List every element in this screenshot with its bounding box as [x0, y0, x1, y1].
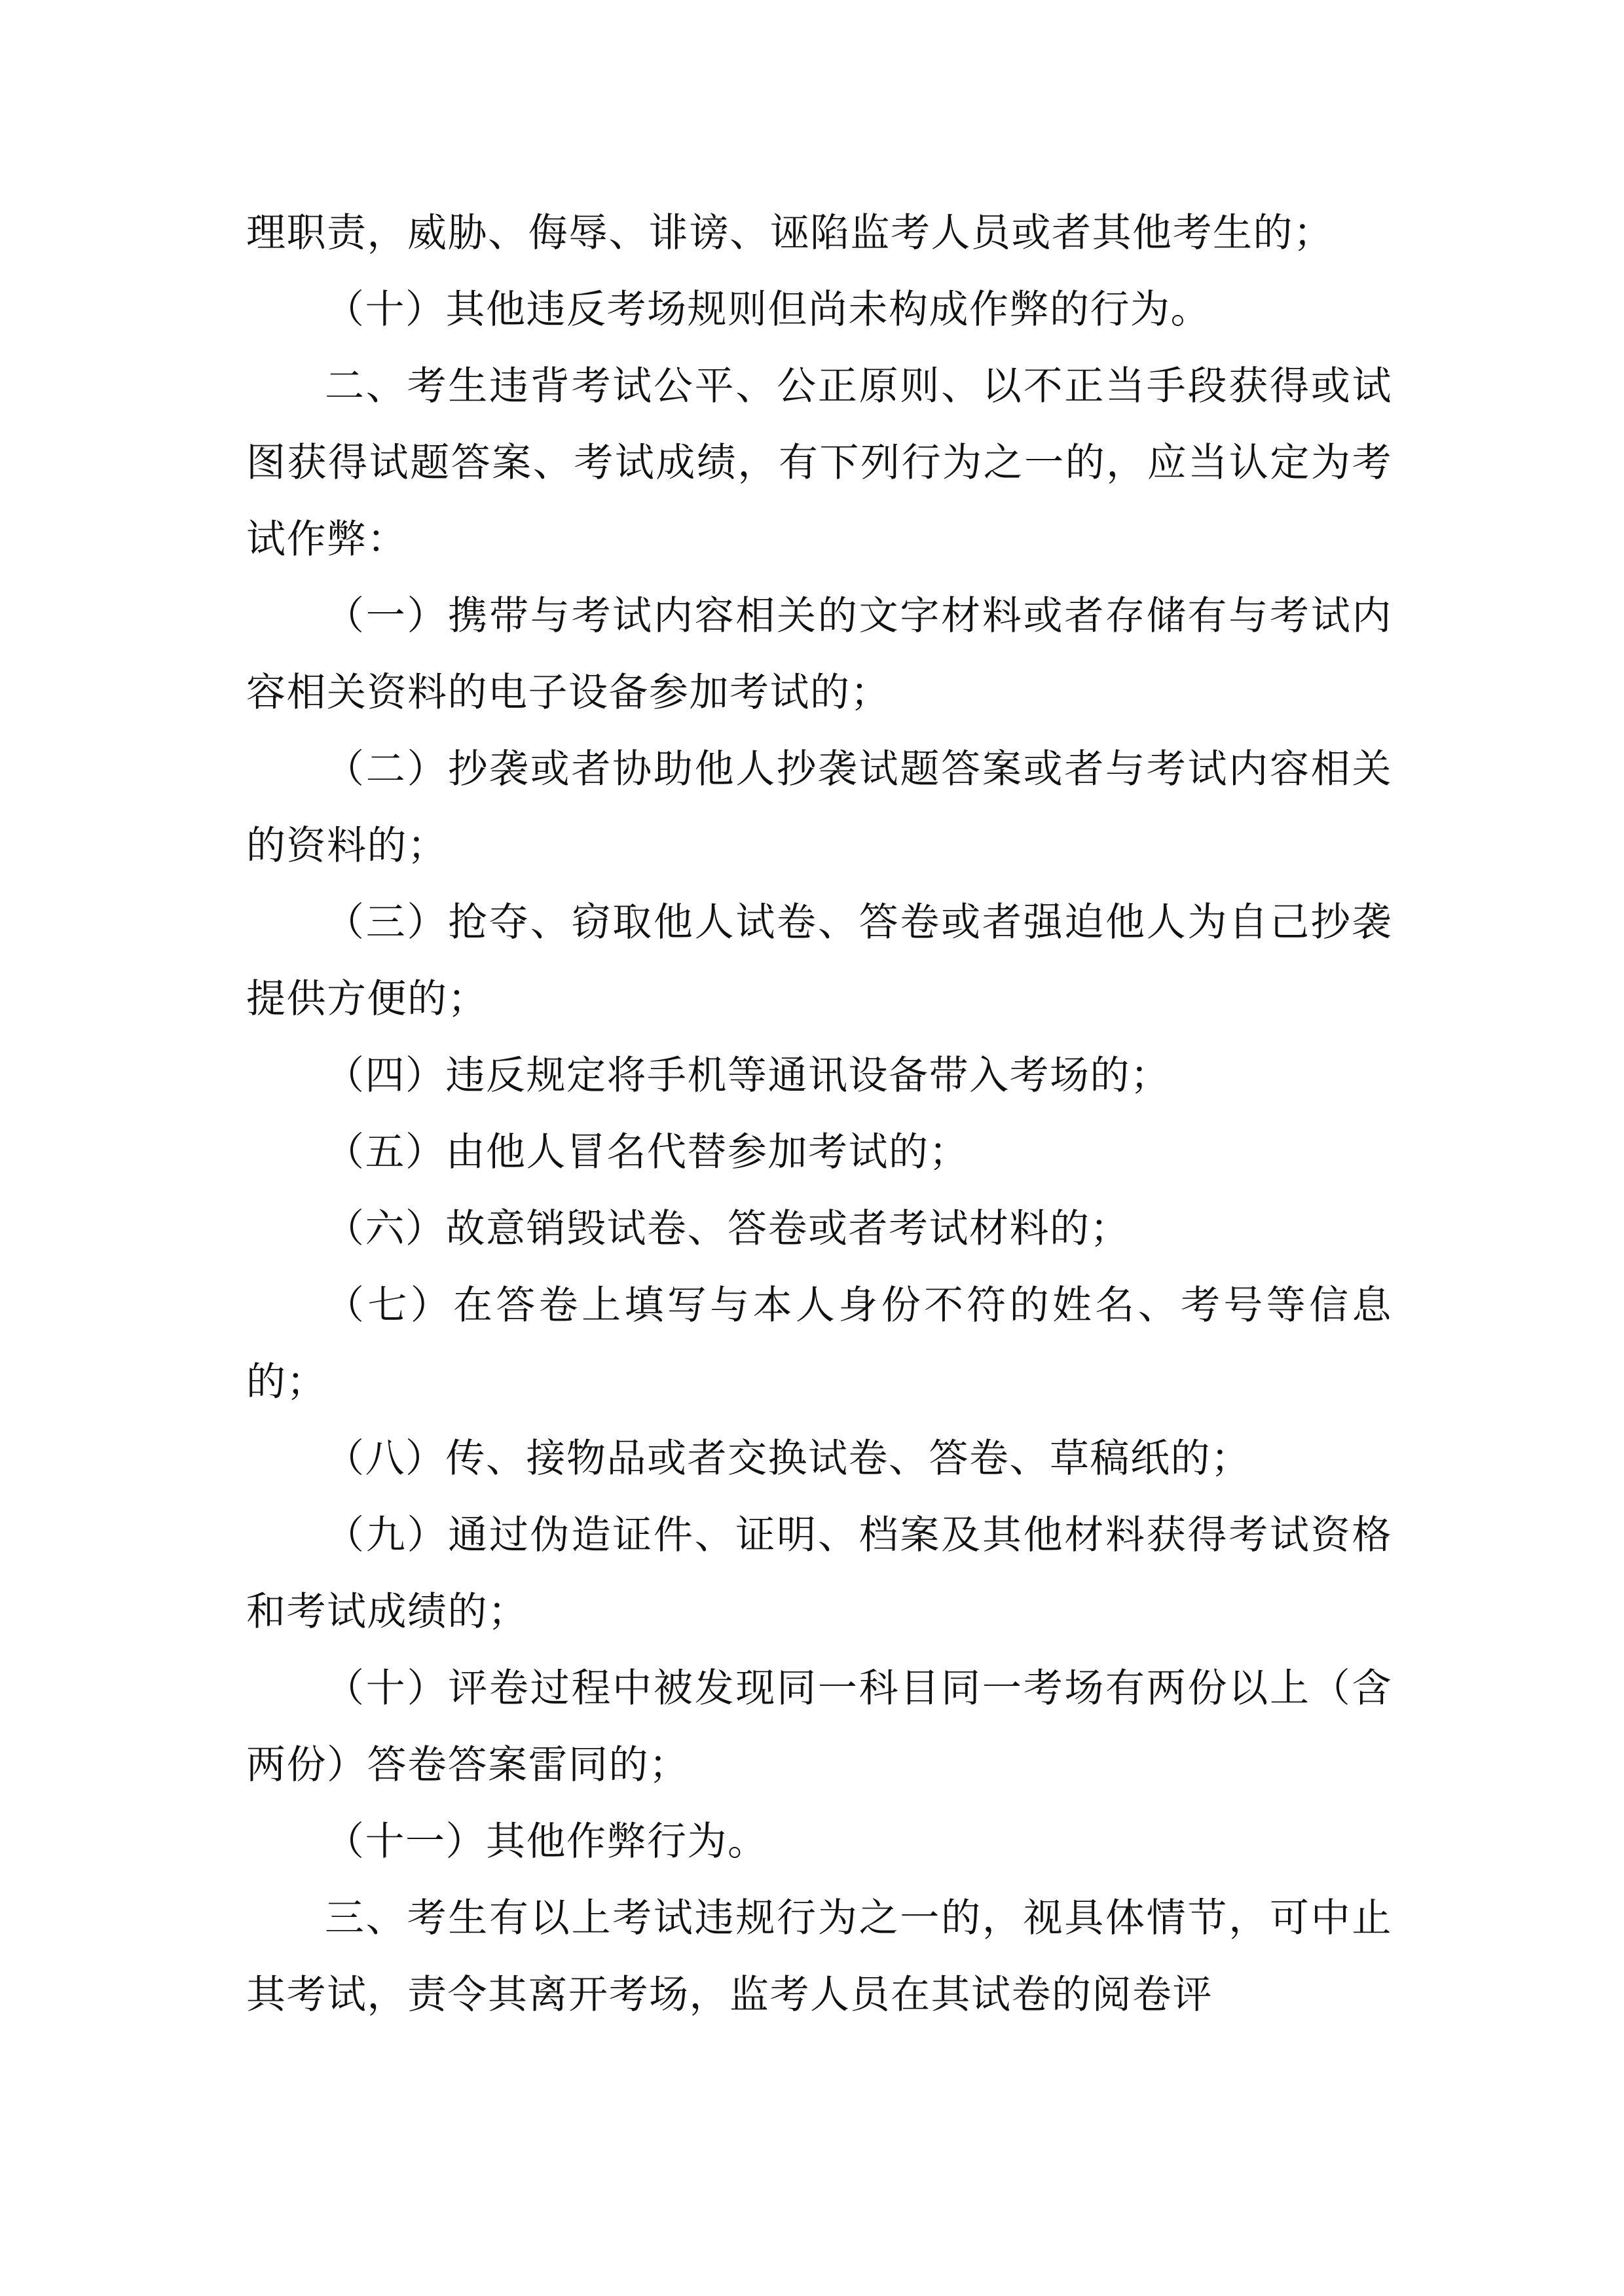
paragraph-item-11: （十一）其他作弊行为。: [325, 1819, 768, 1865]
paragraph-section-3-penalty: 三、考生有以上考试违规行为之一的，视具体情节，可中止其考试，责令其离开考场，监考人员在其试卷的阅卷评: [246, 1895, 1392, 2018]
paragraph-item-5: （五）由他人冒名代替参加考试的；: [325, 1129, 969, 1175]
paragraph-item-10-other-violations: （十）其他违反考场规则但尚未构成作弊的行为。: [325, 287, 1211, 333]
paragraph-item-1: （一）携带与考试内容相关的文字材料或者存储有与考试内容相关资料的电子设备参加考试的；: [246, 593, 1392, 716]
paragraph-item-3: （三）抢夺、窃取他人试卷、答卷或者强迫他人为自己抄袭提供方便的；: [246, 900, 1392, 1022]
paragraph-item-6: （六）故意销毁试卷、答卷或者考试材料的；: [325, 1206, 1130, 1252]
body-text: [246, 195, 1392, 2033]
paragraph-item-10: （十）评卷过程中被发现同一科目同一考场有两份以上（含两份）答卷答案雷同的；: [246, 1666, 1392, 1788]
paragraph-section-2-cheating: 二、考生违背考试公平、公正原则、以不正当手段获得或试图获得试题答案、考试成绩，有下列行为之一的，应当认定为考试作弊：: [246, 363, 1392, 562]
paragraph-continued-duty: 理职责，威胁、侮辱、诽谤、诬陷监考人员或者其他考生的；: [246, 210, 1334, 256]
paragraph-item-8: （八）传、接物品或者交换试卷、答卷、草稿纸的；: [325, 1436, 1251, 1482]
paragraph-item-7: （七）在答卷上填写与本人身份不符的姓名、考号等信息的；: [246, 1283, 1392, 1405]
paragraph-item-9: （九）通过伪造证件、证明、档案及其他材料获得考试资格和考试成绩的；: [246, 1512, 1392, 1635]
paragraph-item-2: （二）抄袭或者协助他人抄袭试题答案或者与考试内容相关的资料的；: [246, 746, 1392, 869]
paragraph-item-4: （四）违反规定将手机等通讯设备带入考场的；: [325, 1053, 1171, 1099]
